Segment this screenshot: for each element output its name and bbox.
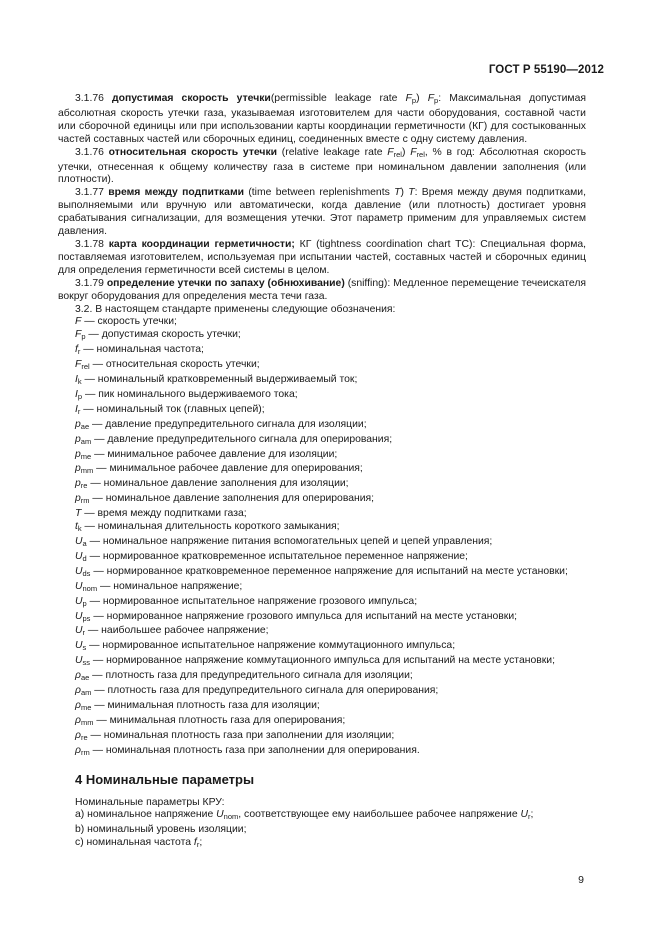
symbol-letter: p: [75, 493, 81, 505]
definition-number: 3.1.76: [75, 146, 104, 158]
symbol-letter: p: [75, 448, 81, 460]
symbol-subscript: d: [82, 553, 87, 563]
symbol-row: [58, 566, 586, 581]
definition-english: (relative leakage rate: [277, 146, 388, 158]
symbol-letter: F: [410, 146, 417, 158]
symbol-subscript: s: [82, 643, 87, 653]
definition-number: 3.1.79: [75, 277, 104, 289]
symbol-letter: F: [75, 316, 82, 328]
symbol-letter: ρ: [75, 699, 81, 711]
definition-paragraph: [58, 187, 586, 239]
symbol-letter: ρ: [75, 670, 81, 682]
symbol-subscript: am: [80, 688, 92, 698]
symbol-letter: U: [75, 625, 83, 637]
symbol-subscript: ds: [82, 568, 91, 578]
symbol-row: [58, 715, 586, 730]
document-code: ГОСТ Р 55190—2012: [488, 64, 604, 76]
symbol-row: [58, 329, 586, 344]
symbol-subscript: rm: [80, 496, 90, 506]
symbol-row: [58, 551, 586, 566]
symbol-letter: U: [216, 809, 224, 821]
symbol-description: — нормированное кратковременное испытательное переменное напряжение;: [86, 550, 468, 562]
definition-english: КГ (tightness coordination chart TC): [294, 238, 473, 250]
symbol-row: [58, 581, 586, 596]
symbol-description: — относительная скорость утечки;: [89, 359, 260, 371]
symbol-subscript: r: [196, 840, 200, 850]
symbol-description: — нормированное испытательное напряжение грозового импульса;: [86, 595, 418, 607]
symbol-subscript: rel: [81, 362, 90, 372]
symbol-description: — минимальная плотность газа для оперирования;: [93, 714, 346, 726]
symbol-subscript: ps: [82, 613, 91, 623]
symbol-subscript: ss: [82, 658, 91, 668]
symbol-letter: U: [75, 610, 83, 622]
symbol-row: [58, 404, 586, 419]
symbol-subscript: k: [77, 377, 82, 387]
definition-text: : Время между двумя подпитками, выполняемыми или вручную или автоматически, когда давление (или плотность) достигает уровня срабатывания сигнализации, для возмещения утечки. Этот параметр применим для управляемых систем давления.: [58, 187, 586, 238]
definition-paragraph: [58, 278, 586, 304]
definition-english: (time between replenishments: [244, 187, 395, 199]
symbol-description: — номинальный ток (главных цепей);: [80, 403, 265, 415]
section-4-item: [75, 837, 586, 852]
symbol-row: [58, 374, 586, 389]
symbol-description: — плотность газа для предупредительного сигнала для изоляции;: [89, 670, 413, 682]
symbol-letter: U: [75, 550, 83, 562]
document-body: [58, 93, 586, 852]
symbol-subscript: ae: [80, 673, 90, 683]
symbol-letter: U: [75, 536, 83, 547]
symbol-description: — нормированное напряжение грозового импульса для испытаний на месте установки;: [90, 610, 518, 622]
symbol-subscript: ae: [80, 421, 90, 431]
symbol-subscript: r: [77, 347, 81, 357]
symbol-description: — минимальная плотность газа для изоляции;: [91, 699, 320, 711]
definition-term: допустимая скорость утечки: [112, 93, 271, 104]
symbol-row: [58, 389, 586, 404]
symbol-description: — давление предупредительного сигнала для оперирования;: [91, 433, 393, 445]
symbol-letter: ρ: [75, 685, 81, 697]
symbol-description: — нормированное кратковременное переменное напряжение для испытаний на месте установки;: [90, 565, 568, 577]
definition-term: относительная скорость утечки: [108, 146, 278, 158]
symbol-description: — допустимая скорость утечки;: [85, 329, 241, 341]
symbol-letter: I: [75, 374, 78, 386]
symbol-subscript: p: [77, 391, 83, 401]
symbol-row: [58, 685, 586, 700]
symbol-row: [58, 463, 586, 478]
symbol-subscript: mm: [80, 717, 94, 727]
symbol-subscript: r: [528, 812, 531, 822]
symbol-row: [58, 316, 586, 329]
definition-paragraph: [58, 239, 586, 278]
page-number: 9: [578, 874, 584, 886]
symbol-row: [58, 640, 586, 655]
symbol-row: [58, 625, 586, 640]
symbol-row: [58, 521, 586, 536]
symbol-description: — давление предупредительного сигнала для изоляции;: [89, 418, 367, 430]
symbol-letter: T: [75, 508, 82, 520]
symbol-description: — минимальное рабочее давление для оперирования;: [93, 463, 363, 475]
item-text-mid: , соответствующее ему наибольшее рабочее напряжение: [238, 809, 521, 821]
symbol-letter: U: [75, 640, 83, 652]
symbol-row: [58, 478, 586, 493]
symbol-subscript: me: [80, 451, 92, 461]
symbol-letter: F: [387, 146, 394, 158]
definition-text: , % в год: Абсолютная скорость утечки, отнесенная к общему количеству газа в системе при номинальном давлении заполнения (или плотности).: [58, 146, 587, 186]
symbol-subscript: p: [434, 96, 439, 105]
symbol-letter: F: [405, 93, 412, 104]
symbol-letter: p: [75, 433, 81, 445]
symbol-description: — нормированное испытательное напряжение коммутационного импульса;: [86, 640, 456, 652]
symbol-description: — номинальная длительность короткого замыкания;: [81, 521, 340, 533]
symbol-row: [58, 449, 586, 464]
symbol-letter: F: [75, 329, 82, 341]
symbol-description: — наибольшее рабочее напряжение;: [85, 625, 269, 637]
symbol-row: [58, 700, 586, 715]
symbol-letter: F: [427, 93, 435, 104]
symbol-subscript: rm: [80, 747, 90, 757]
section-4-title: 4 Номинальные параметры: [75, 771, 255, 787]
symbol-row: [58, 536, 586, 551]
symbol-description: — номинальная плотность газа при заполнении для оперирования.: [89, 744, 420, 756]
definition-number: 3.1.76: [75, 93, 104, 104]
definitions-block: [58, 93, 586, 304]
symbol-letter: T: [394, 187, 401, 199]
symbol-subscript: rel: [416, 149, 425, 159]
definition-english: (sniffing): [344, 277, 388, 289]
symbols-intro: 3.2. В настоящем стандарте применены следующие обозначения:: [75, 303, 396, 315]
definition-paragraph: [58, 147, 586, 188]
symbol-description: — плотность газа для предупредительного сигнала для оперирования;: [91, 685, 439, 697]
symbol-description: — время между подпитками газа;: [81, 508, 247, 520]
symbol-description: — номинальная плотность газа при заполнении для изоляции;: [87, 729, 395, 741]
symbol-description: — номинальное напряжение;: [97, 580, 243, 592]
definition-number: 3.1.77: [75, 187, 104, 199]
symbol-subscript: me: [80, 702, 92, 712]
symbol-row: [58, 596, 586, 611]
symbol-subscript: r: [82, 628, 86, 638]
symbol-letter: U: [75, 595, 83, 607]
symbol-letter: f: [193, 837, 197, 849]
symbol-letter: U: [75, 580, 83, 592]
symbol-subscript: am: [80, 436, 92, 446]
symbols-list: [58, 316, 586, 759]
symbol-letter: I: [75, 403, 78, 415]
symbol-subscript: p: [411, 96, 417, 105]
symbol-description: — номинальное давление заполнения для изоляции;: [87, 478, 349, 490]
symbol-description: — скорость утечки;: [81, 316, 177, 328]
symbol-subscript: p: [82, 598, 87, 608]
item-text: c) номинальная частота: [75, 837, 194, 849]
symbol-description: — номинальная частота;: [80, 344, 204, 356]
symbol-subscript: k: [77, 524, 82, 534]
symbol-subscript: mm: [80, 466, 94, 476]
item-text: b) номинальный уровень изоляции;: [75, 824, 247, 836]
section-4-intro: Номинальные параметры КРУ:: [75, 796, 225, 808]
symbol-letter: p: [75, 478, 81, 490]
symbol-row: [58, 508, 586, 521]
symbol-row: [58, 611, 586, 626]
definition-term: определение утечки по запаху (обнюхивание): [106, 277, 345, 289]
item-text-end: ;: [530, 809, 534, 821]
symbol-letter: U: [75, 655, 83, 667]
definition-number: 3.1.78: [75, 238, 104, 250]
symbol-description: — номинальное давление заполнения для оперирования;: [89, 493, 375, 505]
definition-english-close: ): [416, 93, 420, 104]
symbol-description: — нормированное напряжение коммутационного импульса для испытаний на месте установки;: [90, 655, 555, 667]
item-text-end: ;: [199, 837, 203, 849]
symbol-row: [58, 419, 586, 434]
definition-term: время между подпитками: [108, 187, 245, 199]
symbol-subscript: rel: [393, 149, 402, 159]
symbol-letter: ρ: [75, 744, 81, 756]
symbol-subscript: nom: [82, 583, 98, 593]
symbol-row: [58, 434, 586, 449]
definition-text: : Специальная форма, поставляемая изготовителем, используемая при испытании частей, составных частей и сборочных единиц для определения герметичности всей системы в целом.: [58, 238, 587, 276]
definition-text: : Максимальная допустимая абсолютная скорость утечки газа, указываемая изготовителем для части оборудования, составной части или сборочной единицы или при использовании карты координации герметичности (КГ) для состыкованных частей составных частей или сборочных единиц, соединенных вместе с одну систему давления.: [58, 93, 586, 145]
symbol-letter: p: [75, 463, 81, 475]
symbol-row: [58, 745, 586, 760]
symbol-letter: ρ: [75, 729, 81, 741]
section-4-item: [75, 809, 586, 824]
symbol-row: [58, 359, 586, 374]
item-text: a) номинальное напряжение: [75, 809, 217, 821]
symbol-row: [58, 344, 586, 359]
section-4-list: [58, 809, 586, 852]
symbol-subscript: re: [80, 481, 88, 491]
symbol-subscript: r: [77, 406, 81, 416]
symbol-letter: f: [75, 344, 78, 356]
symbol-row: [58, 670, 586, 685]
symbol-letter: t: [75, 521, 78, 533]
symbol-description: — номинальное напряжение питания вспомогательных цепей и цепей управления;: [86, 536, 493, 547]
symbol-letter: T: [408, 187, 415, 199]
symbol-row: [58, 493, 586, 508]
symbol-description: — номинальный кратковременный выдерживаемый ток;: [81, 374, 358, 386]
symbol-letter: p: [75, 418, 81, 430]
symbol-row: [58, 655, 586, 670]
symbol-letter: ρ: [75, 714, 81, 726]
symbol-letter: U: [520, 809, 529, 821]
symbol-subscript: a: [82, 539, 87, 548]
definition-english-close: ): [401, 146, 406, 158]
definition-term: карта координации герметичности;: [108, 238, 295, 250]
symbol-description: — пик номинального выдерживаемого тока;: [82, 388, 298, 400]
definition-english-close: ): [400, 187, 404, 199]
symbol-subscript: nom: [223, 812, 239, 822]
definition-paragraph: [58, 93, 586, 147]
definition-english: (permissible leakage rate: [270, 93, 406, 104]
symbol-description: — минимальное рабочее давление для изоляции;: [91, 448, 338, 460]
symbol-letter: F: [75, 359, 82, 371]
section-4-item: [75, 824, 586, 837]
symbol-letter: I: [75, 388, 78, 400]
symbol-subscript: p: [81, 332, 86, 342]
symbol-row: [58, 730, 586, 745]
symbol-letter: U: [75, 565, 83, 577]
definition-text: : Медленное перемещение течеискателя вокруг оборудования для определения места течи газа.: [58, 277, 587, 302]
symbol-subscript: re: [80, 732, 88, 742]
